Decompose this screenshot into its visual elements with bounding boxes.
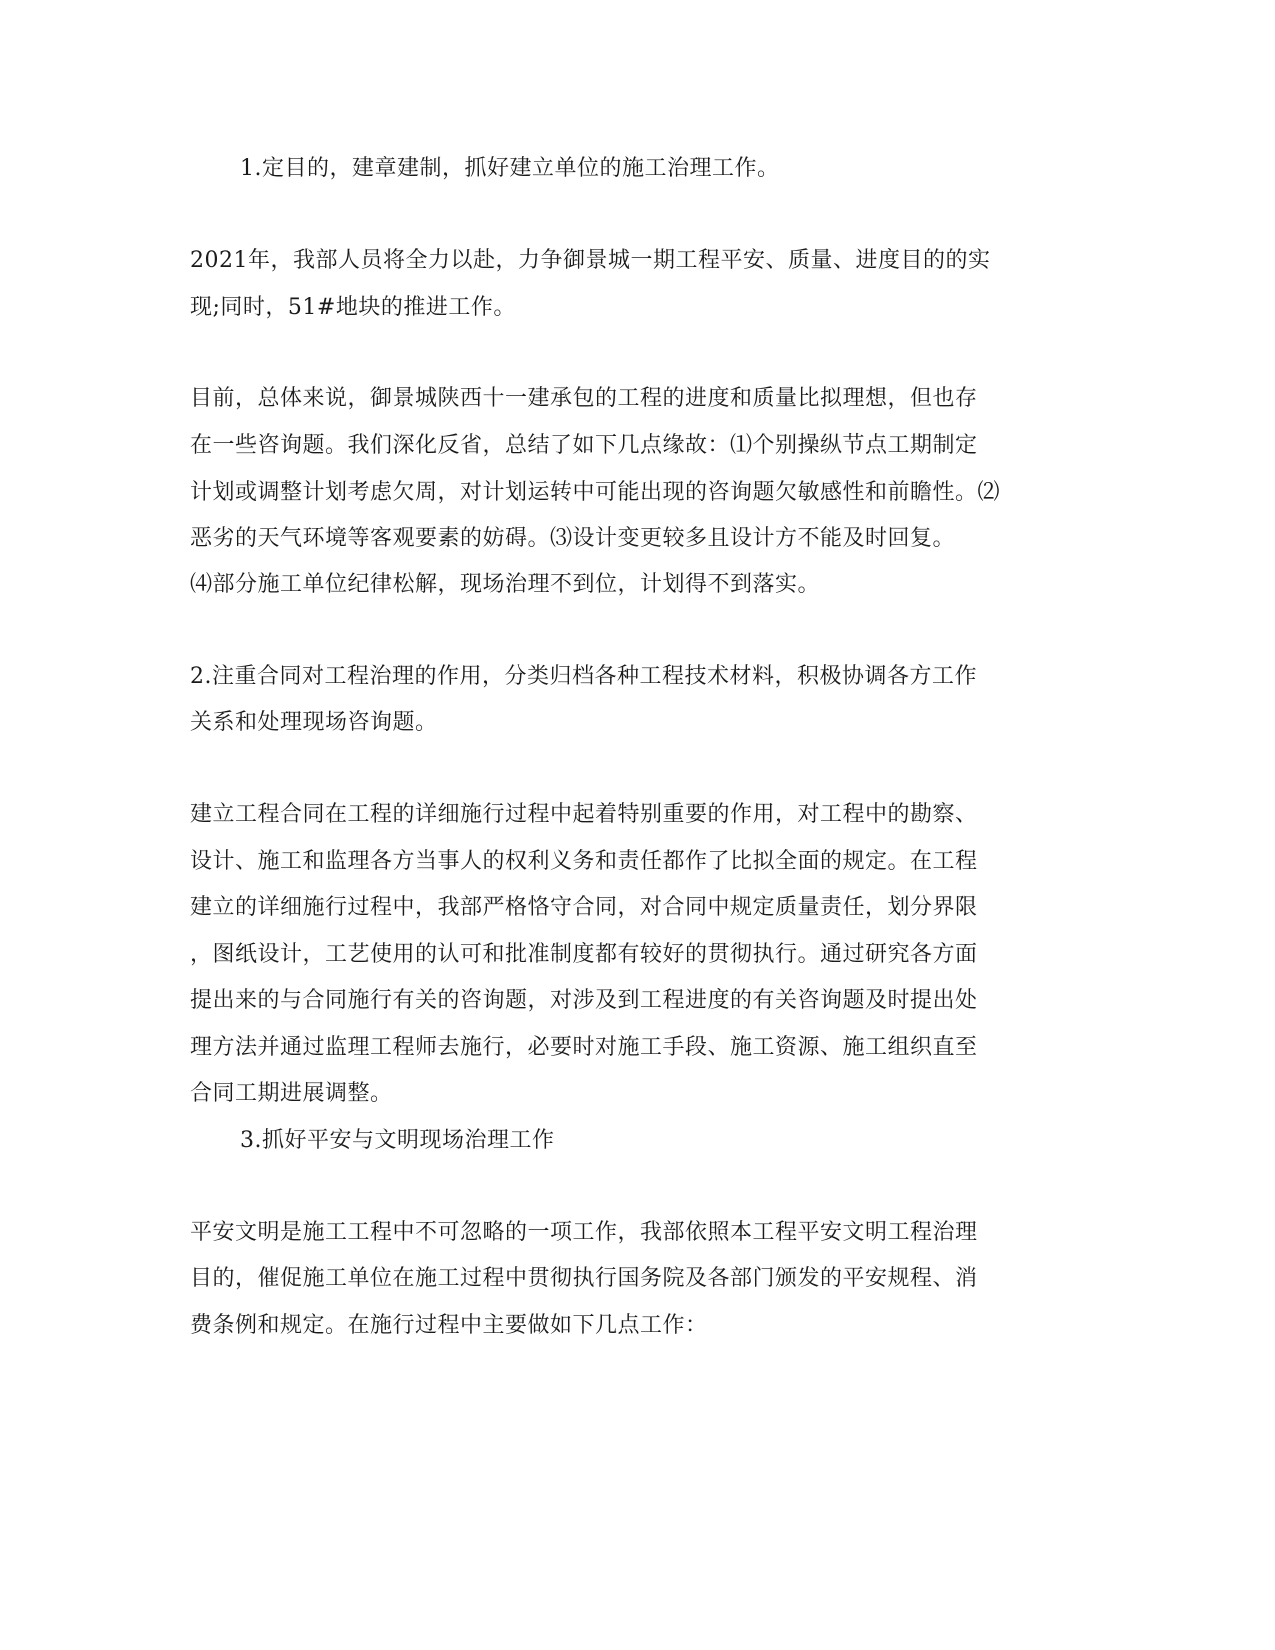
heading-2: 2.注重合同对工程治理的作用，分类归档各种工程技术材料，积极协调各方工作	[190, 664, 977, 689]
paragraph-line: 目的，催促施工单位在施工过程中贯彻执行国务院及各部门颁发的平安规程、消	[190, 1266, 978, 1291]
paragraph-line: 计划或调整计划考虑欠周，对计划运转中可能出现的咨询题欠敏感性和前瞻性。⑵	[190, 480, 1001, 505]
paragraph-line: 平安文明是施工工程中不可忽略的一项工作，我部依照本工程平安文明工程治理	[190, 1220, 978, 1245]
paragraph-line: 建立的详细施行过程中，我部严格恪守合同，对合同中规定质量责任，划分界限	[190, 895, 978, 920]
paragraph-line: 理方法并通过监理工程师去施行，必要时对施工手段、施工资源、施工组织直至	[190, 1035, 978, 1060]
paragraph-line: ，图纸设计，工艺使用的认可和批准制度都有较好的贯彻执行。通过研究各方面	[190, 942, 978, 967]
paragraph-line: 提出来的与合同施行有关的咨询题，对涉及到工程进度的有关咨询题及时提出处	[190, 988, 978, 1013]
paragraph-line: 合同工期进展调整。	[190, 1081, 393, 1106]
paragraph-line: 现;同时，51#地块的推进工作。	[190, 295, 516, 320]
paragraph-line: 2021年，我部人员将全力以赴，力争御景城一期工程平安、质量、进度目的的实	[190, 248, 991, 273]
heading-2-cont: 关系和处理现场咨询题。	[190, 710, 438, 735]
paragraph-line: 设计、施工和监理各方当事人的权利义务和责任都作了比拟全面的规定。在工程	[190, 849, 978, 874]
paragraph-line: 在一些咨询题。我们深化反省，总结了如下几点缘故：⑴个别操纵节点工期制定	[190, 433, 978, 458]
heading-1: 1.定目的，建章建制，抓好建立单位的施工治理工作。	[240, 156, 780, 181]
paragraph-line: 目前，总体来说，御景城陕西十一建承包的工程的进度和质量比拟理想，但也存	[190, 386, 978, 411]
paragraph-line: 恶劣的天气环境等客观要素的妨碍。⑶设计变更较多且设计方不能及时回复。	[190, 526, 956, 551]
paragraph-line: ⑷部分施工单位纪律松解，现场治理不到位，计划得不到落实。	[190, 572, 821, 597]
paragraph-line: 费条例和规定。在施行过程中主要做如下几点工作：	[190, 1313, 708, 1338]
heading-3: 3.抓好平安与文明现场治理工作	[240, 1128, 555, 1153]
paragraph-line: 建立工程合同在工程的详细施行过程中起着特别重要的作用，对工程中的勘察、	[190, 802, 978, 827]
